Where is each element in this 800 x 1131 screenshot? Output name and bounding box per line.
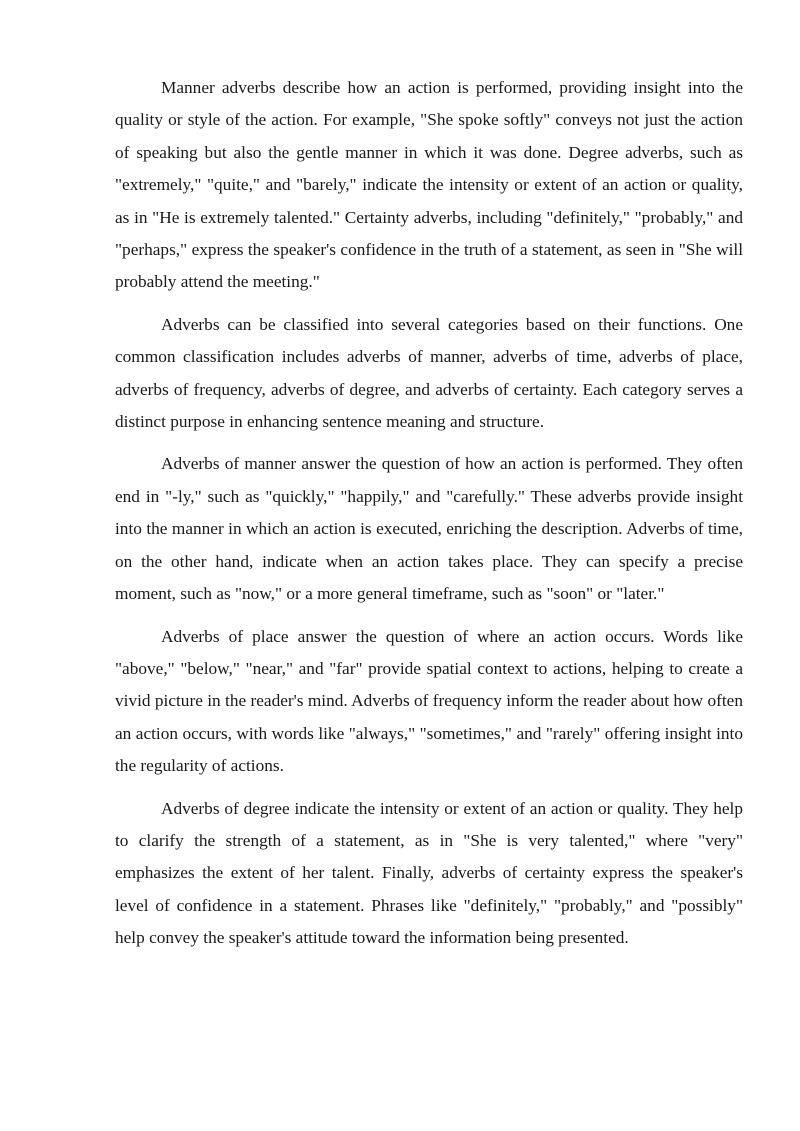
document-page xyxy=(115,72,743,965)
paragraph-classification: Adverbs can be classified into several categories based on their functions. One common classification includes adverbs of manner, adverbs of time, adverbs of place, adverbs of frequency, adverbs of degree, and adverbs of certainty. Each category serves a distinct purpose in enhancing sentence meaning and structure. xyxy=(115,314,743,432)
paragraph-manner-degree-certainty: Manner adverbs describe how an action is performed, providing insight into the quality or style of the action. For example, "She spoke softly" conveys not just the action of speaking but also the gentle manner in which it was done. Degree adverbs, such as "extremely," "quite," and "barely," indicate the intensity or extent of an action or quality, as in "He is extremely talented." Certainty adverbs, including "definitely," "probably," and "perhaps," express the speaker's confidence in the truth of a statement, as seen in "She will probably attend the meeting." xyxy=(115,78,743,292)
paragraph-degree-certainty: Adverbs of degree indicate the intensity or extent of an action or quality. They help to clarify the strength of a statement, as in "She is very talented," where "very" emphasizes the extent of her talent. Finally, adverbs of certainty express the speaker's level of confidence in a statement. Phrases like "definitely," "probably," and "possibly" help convey the speaker's attitude toward the information being presented. xyxy=(115,798,743,948)
paragraph-place-frequency: Adverbs of place answer the question of where an action occurs. Words like "above," "below," "near," and "far" provide spatial context to actions, helping to create a vivid picture in the reader's mind. Adverbs of frequency inform the reader about how often an action occurs, with words like "always," "sometimes," and "rarely" offering insight into the regularity of actions. xyxy=(115,626,743,776)
paragraph-manner-time: Adverbs of manner answer the question of how an action is performed. They often end in "-ly," such as "quickly," "happily," and "carefully." These adverbs provide insight into the manner in which an action is executed, enriching the description. Adverbs of time, on the other hand, indicate when an action takes place. They can specify a precise moment, such as "now," or a more general timeframe, such as "soon" or "later." xyxy=(115,454,743,604)
